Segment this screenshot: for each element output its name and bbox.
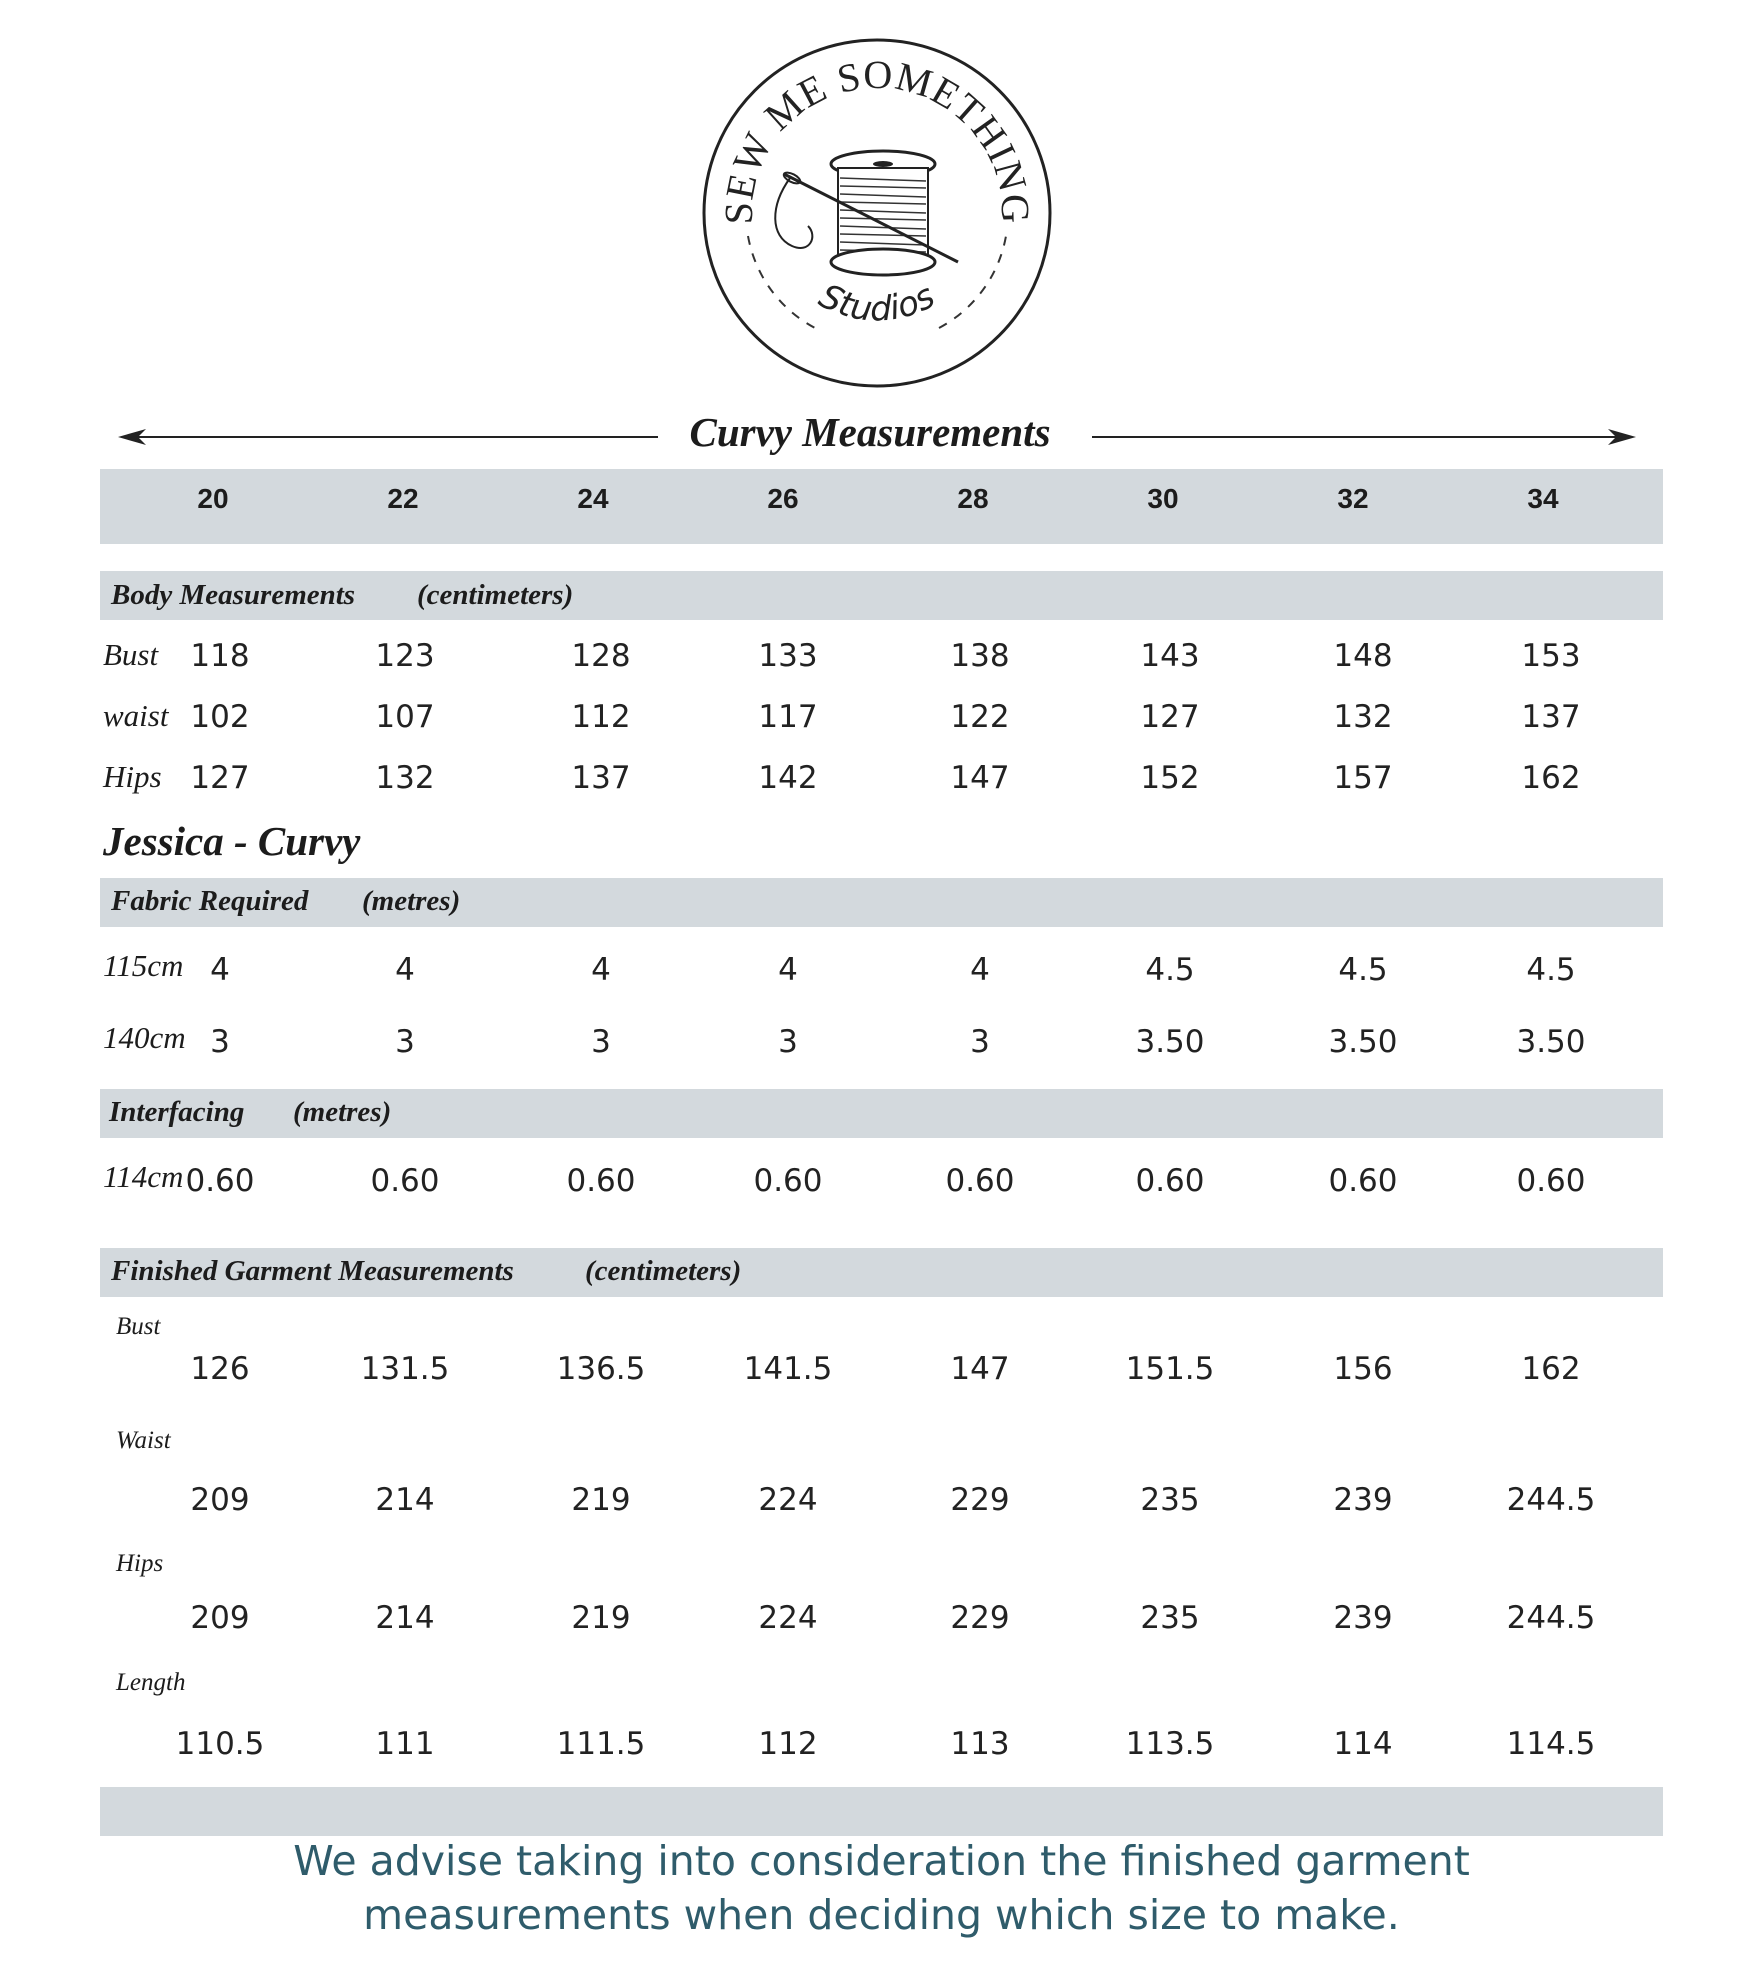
row-label: 114cm [103,1159,184,1194]
table-cell: 209 [190,1600,250,1636]
table-cell: 113 [950,1726,1010,1762]
row-label: Length [116,1669,186,1696]
brand-logo [700,36,1054,390]
table-cell: 3 [210,1024,230,1060]
table-cell: 111 [375,1726,435,1762]
table-cell: 111.5 [556,1726,646,1762]
table-cell: 126 [190,1351,250,1387]
table-cell: 128 [571,638,631,674]
table-cell: 123 [375,638,435,674]
table-cell: 133 [758,638,818,674]
table-cell: 3 [778,1024,798,1060]
table-cell: 235 [1140,1600,1200,1636]
table-cell: 122 [950,699,1010,735]
table-cell: 244.5 [1506,1600,1596,1636]
table-cell: 153 [1521,638,1581,674]
size-header-cell: 22 [387,483,419,514]
table-cell: 214 [375,1482,435,1518]
table-cell: 4.5 [1338,952,1388,988]
table-cell: 229 [950,1482,1010,1518]
size-header-cell: 20 [197,483,229,514]
table-cell: 219 [571,1600,631,1636]
table-cell: 113.5 [1125,1726,1215,1762]
table-cell: 102 [190,699,250,735]
table-cell: 235 [1140,1482,1200,1518]
body-measurements-unit: (centimeters) [417,579,574,611]
table-cell: 127 [1140,699,1200,735]
table-cell: 137 [571,760,631,796]
size-header-cell: 26 [767,483,799,514]
table-cell: 0.60 [370,1163,440,1199]
fabric-required-heading: Fabric Required [111,885,309,917]
row-label: Bust [103,637,159,672]
table-cell: 112 [571,699,631,735]
table-cell: 157 [1333,760,1393,796]
size-header-band [100,469,1663,544]
table-cell: 156 [1333,1351,1393,1387]
table-cell: 4.5 [1145,952,1195,988]
table-cell: 0.60 [1135,1163,1205,1199]
table-cell: 151.5 [1125,1351,1215,1387]
table-cell: 147 [950,760,1010,796]
table-cell: 0.60 [566,1163,636,1199]
bottom-band [100,1787,1663,1836]
table-cell: 148 [1333,638,1393,674]
table-cell: 138 [950,638,1010,674]
table-cell: 4 [395,952,415,988]
logo-top-text: SEW ME SOMETHING [715,51,1039,225]
size-header-cell: 24 [577,483,609,514]
table-cell: 3.50 [1135,1024,1205,1060]
table-cell: 239 [1333,1600,1393,1636]
table-cell: 0.60 [1516,1163,1586,1199]
table-cell: 0.60 [753,1163,823,1199]
table-cell: 112 [758,1726,818,1762]
chart-title: Curvy Measurements [689,409,1051,455]
row-label: 140cm [103,1020,186,1055]
table-cell: 114 [1333,1726,1393,1762]
table-cell: 244.5 [1506,1482,1596,1518]
table-cell: 162 [1521,1351,1581,1387]
table-cell: 142 [758,760,818,796]
title-arrow-right [1092,425,1636,449]
table-cell: 4.5 [1526,952,1576,988]
table-cell: 132 [1333,699,1393,735]
table-cell: 4 [970,952,990,988]
row-label: Bust [116,1313,161,1340]
table-cell: 147 [950,1351,1010,1387]
logo-bottom-text: Studios [812,276,942,330]
title-arrow-left [118,425,658,449]
table-cell: 152 [1140,760,1200,796]
table-cell: 162 [1521,760,1581,796]
table-cell: 127 [190,760,250,796]
table-cell: 3 [970,1024,990,1060]
fabric-required-band [100,878,1663,927]
table-cell: 219 [571,1482,631,1518]
row-label: Hips [103,759,162,794]
table-cell: 239 [1333,1482,1393,1518]
fabric-required-unit: (metres) [362,885,461,917]
table-cell: 136.5 [556,1351,646,1387]
table-cell: 4 [210,952,230,988]
table-cell: 117 [758,699,818,735]
footer-advice-line-1: We advise taking into consideration the finished garment [293,1837,1470,1885]
table-cell: 0.60 [945,1163,1015,1199]
size-header-cell: 32 [1337,483,1369,514]
table-cell: 224 [758,1482,818,1518]
table-cell: 3.50 [1516,1024,1586,1060]
interfacing-heading: Interfacing [109,1096,245,1128]
size-header-cell: 34 [1527,483,1559,514]
table-cell: 131.5 [360,1351,450,1387]
table-cell: 229 [950,1600,1010,1636]
table-cell: 114.5 [1506,1726,1596,1762]
table-cell: 3 [591,1024,611,1060]
table-cell: 0.60 [185,1163,255,1199]
table-cell: 209 [190,1482,250,1518]
table-cell: 3.50 [1328,1024,1398,1060]
finished-garment-heading: Finished Garment Measurements [111,1255,514,1287]
table-cell: 107 [375,699,435,735]
size-header-cell: 30 [1147,483,1179,514]
table-cell: 0.60 [1328,1163,1398,1199]
table-cell: 224 [758,1600,818,1636]
table-cell: 143 [1140,638,1200,674]
table-cell: 4 [591,952,611,988]
row-label: 115cm [103,948,184,983]
pattern-name: Jessica - Curvy [103,818,361,864]
size-header-cell: 28 [957,483,989,514]
table-cell: 110.5 [175,1726,265,1762]
body-measurements-heading: Body Measurements [111,579,356,611]
table-cell: 3 [395,1024,415,1060]
table-cell: 132 [375,760,435,796]
row-label: Hips [116,1550,164,1577]
table-cell: 137 [1521,699,1581,735]
table-cell: 118 [190,638,250,674]
interfacing-unit: (metres) [293,1096,392,1128]
row-label: waist [103,698,169,733]
table-cell: 214 [375,1600,435,1636]
table-cell: 4 [778,952,798,988]
row-label: Waist [116,1427,171,1454]
table-cell: 141.5 [743,1351,833,1387]
footer-advice-line-2: measurements when deciding which size to make. [363,1891,1400,1939]
finished-garment-unit: (centimeters) [585,1255,742,1287]
